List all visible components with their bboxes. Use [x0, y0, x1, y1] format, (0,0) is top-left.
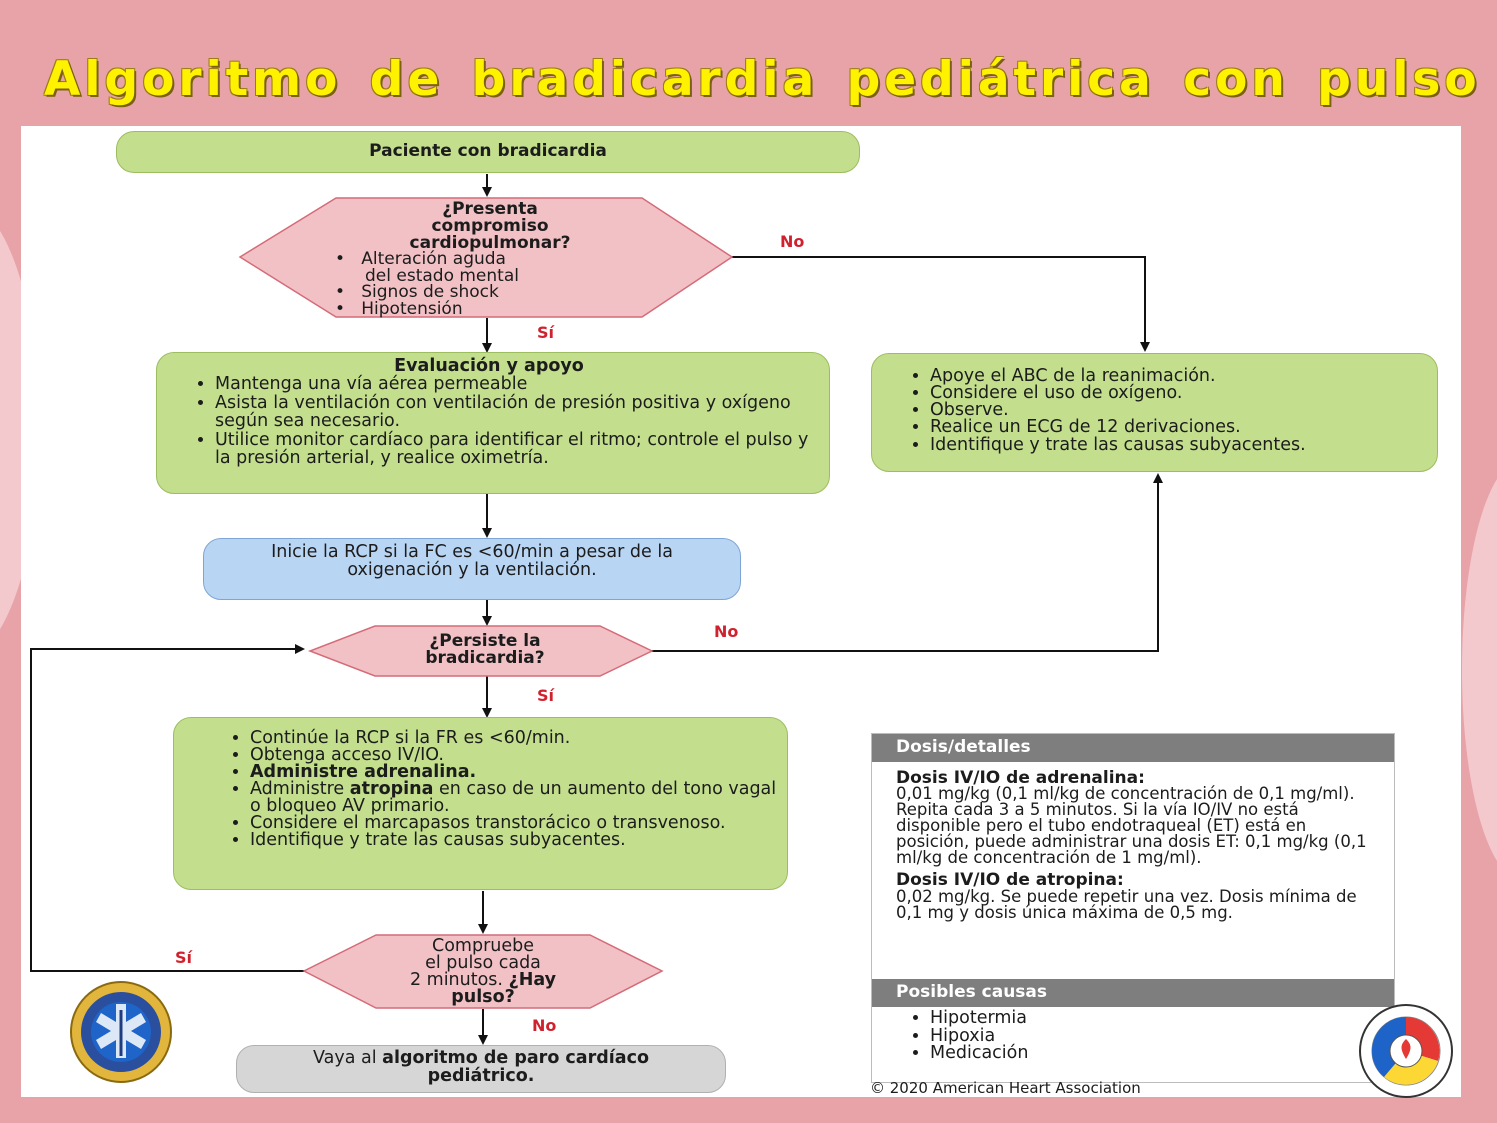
label-no-3: No [532, 1016, 557, 1035]
label-si-1: Sí [537, 323, 555, 342]
evaluacion-item: • Mantenga una vía aérea permeable [215, 375, 815, 393]
causas-list [872, 1010, 1028, 1063]
causa-item: • Hipoxia [930, 1028, 1028, 1046]
adrenalina-section [896, 770, 1370, 866]
q1-line2: compromiso [431, 216, 549, 236]
continue-item: • Considere el marcapasos transtorácico o transvenoso. [250, 815, 777, 832]
apoyo-list [878, 368, 1423, 454]
apoyo-item: • Apoye el ABC de la reanimación. [930, 368, 1423, 385]
q3-line2: el pulso cada [425, 953, 541, 974]
label-no-2: No [714, 622, 739, 641]
causas-header: Posibles causas [872, 979, 1394, 1007]
atropina-title: Dosis IV/IO de atropina: [896, 870, 1124, 891]
q1-bullet-3: • Hipotensión [335, 298, 463, 319]
apoyo-box [871, 353, 1438, 472]
q1-bullet-2: • Signos de shock [335, 282, 499, 303]
final-box: Vaya al algoritmo de paro cardíaco pediátrico. [236, 1045, 726, 1093]
q3-question [330, 938, 636, 1007]
q3-line1: Compruebe [431, 936, 534, 956]
continue-box [173, 717, 788, 890]
apoyo-item: • Identifique y trate las causas subyacentes. [930, 437, 1423, 454]
evaluacion-title: Evaluación y apoyo [394, 356, 584, 376]
atropina-text: 0,02 mg/kg. Se puede repetir una vez. Dosis mínima de 0,1 mg y dosis única máxima de 0,5 mg. [896, 886, 1357, 922]
q1-criteria [335, 251, 665, 318]
copyright: © 2020 American Heart Association [870, 1079, 1141, 1097]
dosis-header: Dosis/detalles [872, 734, 1394, 762]
causa-item: • Medicación [930, 1045, 1028, 1063]
continue-item: • Administre adrenalina. [250, 764, 777, 781]
rcp-box [203, 538, 741, 600]
q1-bullet-1: • Alteración aguda [335, 249, 506, 269]
evaluacion-box [156, 352, 830, 494]
q2-line2: bradicardia? [425, 648, 545, 668]
final-link-text: algoritmo de paro cardíaco pediátrico [382, 1048, 649, 1086]
causa-item: • Hipotermia [930, 1010, 1028, 1028]
continue-item: • Identifique y trate las causas subyacentes. [250, 832, 777, 849]
label-no-1: No [780, 232, 805, 251]
evaluacion-item: • Asista la ventilación con ventilación de presión positiva y oxígeno según sea necesario. [215, 394, 815, 431]
q1-line3: cardiopulmonar? [409, 233, 571, 253]
evaluacion-list [163, 375, 815, 467]
atropina-section [896, 872, 1370, 920]
q2-question [330, 633, 640, 667]
colegio-bomberos-logo [1354, 1003, 1458, 1099]
q1-line1: ¿Presenta [442, 199, 538, 219]
q3-line3: 2 minutos. ¿Hay [409, 970, 557, 991]
start-box-label: Paciente con bradicardia [369, 141, 607, 161]
apoyo-item: • Realice un ECG de 12 derivaciones. [930, 419, 1423, 436]
arrow-q1-no-to-apoyo [732, 257, 1145, 350]
start-box [116, 131, 860, 173]
q1-question [300, 201, 680, 252]
label-si-2: Sí [537, 686, 555, 705]
continue-item: • Administre atropina en caso de un aumento del tono vagal o bloqueo AV primario. [250, 781, 777, 815]
adrenalina-title: Dosis IV/IO de adrenalina: [896, 768, 1145, 788]
adrenalina-text: 0,01 mg/kg (0,1 ml/kg de concentración de 0,1 mg/ml). Repita cada 3 a 5 minutos. Si la vía IO/IV no está disponible pero el tubo endotraqueal (ET) está en posición, puede administrar una dosis ET: 0,1 mg/kg (0,1 ml/kg de concentración de 1 mg/ml). [896, 784, 1367, 868]
rcp-text: Inicie la RCP si la FC es <60/min a pesar de la oxigenación y la ventilación. [271, 542, 673, 580]
continue-list [180, 730, 777, 849]
label-si-3: Sí [175, 948, 193, 967]
q1-bullet-1-cont: del estado mental [365, 265, 519, 286]
healthforce-logo [66, 980, 176, 1085]
dosis-body [872, 762, 1394, 921]
page-title: Algoritmo de bradicardia pediátrica con pulso [44, 52, 1481, 107]
q3-line4: pulso? [451, 987, 515, 1008]
continue-item: • Obtenga acceso IV/IO. [250, 747, 777, 764]
q2-line1: ¿Persiste la [429, 631, 541, 651]
continue-item: • Continúe la RCP si la FR es <60/min. [250, 730, 777, 747]
apoyo-item: • Observe. [930, 402, 1423, 419]
apoyo-item: • Considere el uso de oxígeno. [930, 385, 1423, 402]
evaluacion-item: • Utilice monitor cardíaco para identificar el ritmo; controle el pulso y la presión arterial, y realice oximetría. [215, 431, 815, 468]
dosis-panel [871, 733, 1395, 1083]
